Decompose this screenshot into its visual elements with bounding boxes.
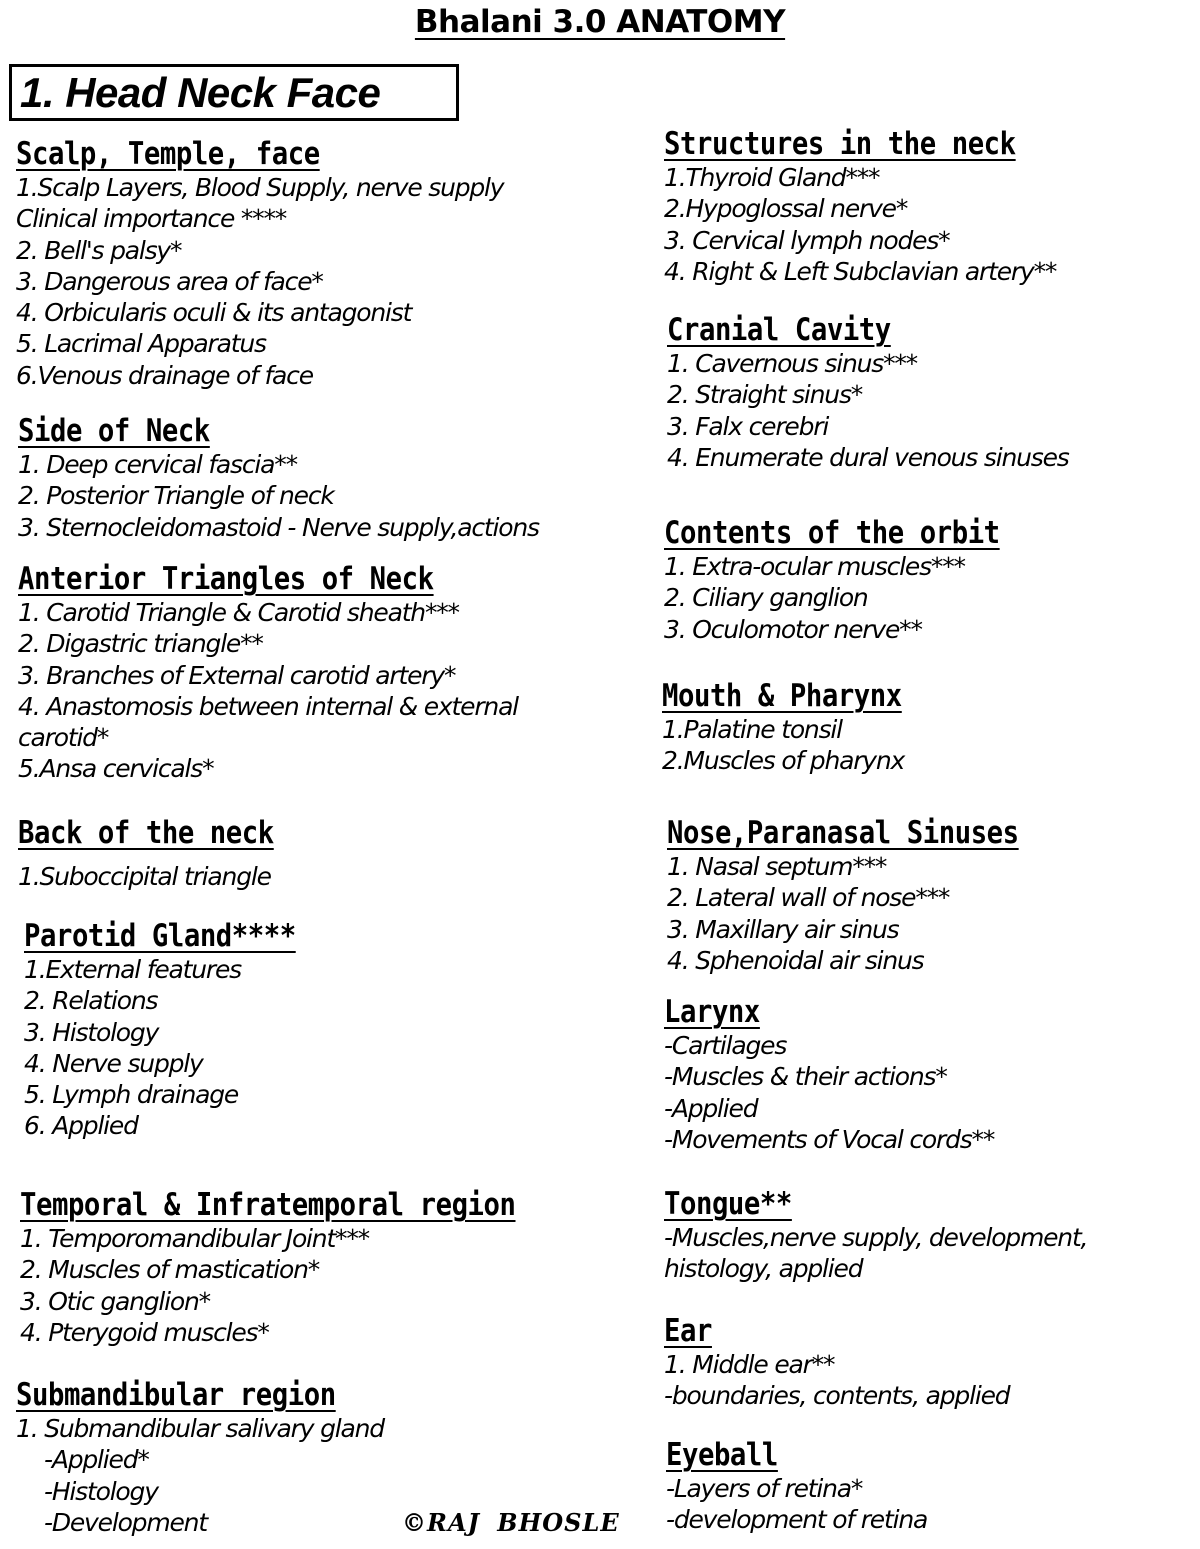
section-submandibular-region (16, 1377, 384, 1538)
list-item: histology, applied (664, 1254, 863, 1284)
section-heading: Submandibular region (16, 1377, 336, 1413)
list-item: 4. Pterygoid muscles* (20, 1317, 269, 1347)
list-item: 2. Digastric triangle** (18, 629, 263, 659)
list-item: 5. Lymph drainage (24, 1080, 239, 1110)
section-back-of-neck (18, 815, 309, 892)
list-item: 1. Middle ear** (664, 1350, 835, 1379)
list-item: 4. Anastomosis between internal & external (18, 691, 518, 721)
list-item: -Movements of Vocal cords** (664, 1124, 995, 1154)
section-heading: Eyeball (666, 1437, 778, 1473)
list-item: 3. Maxillary air sinus (667, 914, 899, 944)
section-parotid-gland (24, 918, 333, 1142)
section-side-of-neck (18, 413, 539, 543)
list-item: 3. Branches of External carotid artery* (18, 660, 456, 690)
list-item: -Development (44, 1507, 207, 1537)
list-item: carotid* (18, 723, 109, 753)
list-item: 2. Straight sinus* (667, 380, 863, 410)
list-item: 3. Otic ganglion* (20, 1286, 210, 1316)
section-scalp-temple-face (16, 136, 503, 391)
list-item: 5. Lacrimal Apparatus (16, 329, 266, 359)
section-ear (664, 1313, 1009, 1412)
list-item: 4. Sphenoidal air sinus (667, 945, 924, 975)
section-heading: Anterior Triangles of Neck (18, 561, 434, 597)
list-item: 1. Extra-ocular muscles*** (664, 552, 965, 581)
list-item: 1.Palatine tonsil (662, 715, 842, 744)
section-mouth-pharynx (662, 678, 934, 777)
list-item: -Histology (44, 1476, 158, 1506)
list-item: 4. Orbicularis oculi & its antagonist (16, 298, 412, 328)
list-item: -Muscles,nerve supply, development, (664, 1223, 1088, 1252)
chapter-title: 1. Head Neck Face (9, 64, 459, 121)
list-item: Clinical importance **** (16, 204, 287, 234)
section-temporal-infratemporal (20, 1187, 583, 1348)
list-item: -Layers of retina* (666, 1474, 863, 1503)
section-eyeball (666, 1437, 927, 1536)
list-item: 3. Dangerous area of face* (16, 266, 323, 296)
section-cranial-cavity (667, 312, 1069, 473)
list-item: -Applied (664, 1093, 758, 1123)
list-item: 2. Bell's palsy* (16, 235, 182, 265)
list-item: 1.Scalp Layers, Blood Supply, nerve supply (16, 173, 504, 202)
list-item: 3. Falx cerebri (667, 411, 829, 441)
section-heading: Scalp, Temple, face (16, 136, 320, 172)
list-item: 1.Suboccipital triangle (18, 862, 271, 891)
list-item: 1.Thyroid Gland*** (664, 163, 880, 192)
section-heading: Tongue** (664, 1186, 792, 1222)
list-item: -Muscles & their actions* (664, 1062, 947, 1092)
section-heading: Side of Neck (18, 413, 210, 449)
list-item: 1.External features (24, 955, 241, 984)
section-tongue (664, 1186, 1087, 1285)
section-heading: Contents of the orbit (664, 515, 1000, 551)
document-title: Bhalani 3.0 ANATOMY (414, 4, 786, 40)
section-heading: Back of the neck (18, 815, 274, 851)
list-item: 2.Hypoglossal nerve* (664, 194, 908, 224)
list-item: 1. Cavernous sinus*** (667, 349, 917, 378)
section-heading: Cranial Cavity (667, 312, 891, 348)
section-heading: Ear (664, 1313, 712, 1349)
list-item: -boundaries, contents, applied (664, 1381, 1010, 1411)
list-item: 2. Posterior Triangle of neck (18, 481, 334, 511)
list-item: 6.Venous drainage of face (16, 360, 313, 390)
list-item: 1. Nasal septum*** (667, 852, 887, 881)
list-item: 1. Carotid Triangle & Carotid sheath*** (18, 598, 459, 627)
list-item: 1. Temporomandibular Joint*** (20, 1224, 369, 1253)
list-item: 4. Right & Left Subclavian artery** (664, 256, 1057, 286)
list-item: 3. Histology (24, 1017, 159, 1047)
section-heading: Temporal & Infratemporal region (20, 1187, 516, 1223)
section-larynx (664, 994, 994, 1155)
section-heading: Nose,Paranasal Sinuses (667, 815, 1019, 851)
section-heading: Larynx (664, 994, 760, 1030)
list-item: -Cartilages (664, 1031, 787, 1060)
list-item: -Applied* (44, 1445, 149, 1475)
list-item: 4. Enumerate dural venous sinuses (667, 442, 1069, 472)
section-structures-in-neck (664, 126, 1064, 287)
list-item: 1. Submandibular salivary gland (16, 1414, 384, 1443)
list-item: 2. Ciliary ganglion (664, 583, 868, 613)
list-item: 4. Nerve supply (24, 1048, 203, 1078)
list-item: 3. Cervical lymph nodes* (664, 225, 950, 255)
section-heading: Parotid Gland**** (24, 918, 296, 954)
list-item: 5.Ansa cervicals* (18, 754, 214, 784)
list-item: 6. Applied (24, 1111, 138, 1141)
list-item: 3. Oculomotor nerve** (664, 614, 922, 644)
list-item: -development of retina (666, 1505, 928, 1535)
section-contents-of-orbit (664, 515, 1045, 645)
section-heading: Structures in the neck (664, 126, 1016, 162)
list-item: 2.Muscles of pharynx (662, 746, 905, 776)
list-item: 3. Sternocleidomastoid - Nerve supply,actions (18, 512, 539, 542)
list-item: 1. Deep cervical fascia** (18, 450, 297, 479)
section-anterior-triangles (18, 561, 518, 785)
list-item: 2. Lateral wall of nose*** (667, 883, 950, 913)
list-item: 2. Relations (24, 986, 158, 1016)
list-item: 2. Muscles of mastication* (20, 1255, 320, 1285)
section-nose-paranasal-sinuses (667, 815, 1067, 976)
copyright-text: ©RAJ BHOSLE (402, 1508, 620, 1537)
section-heading: Mouth & Pharynx (662, 678, 902, 714)
